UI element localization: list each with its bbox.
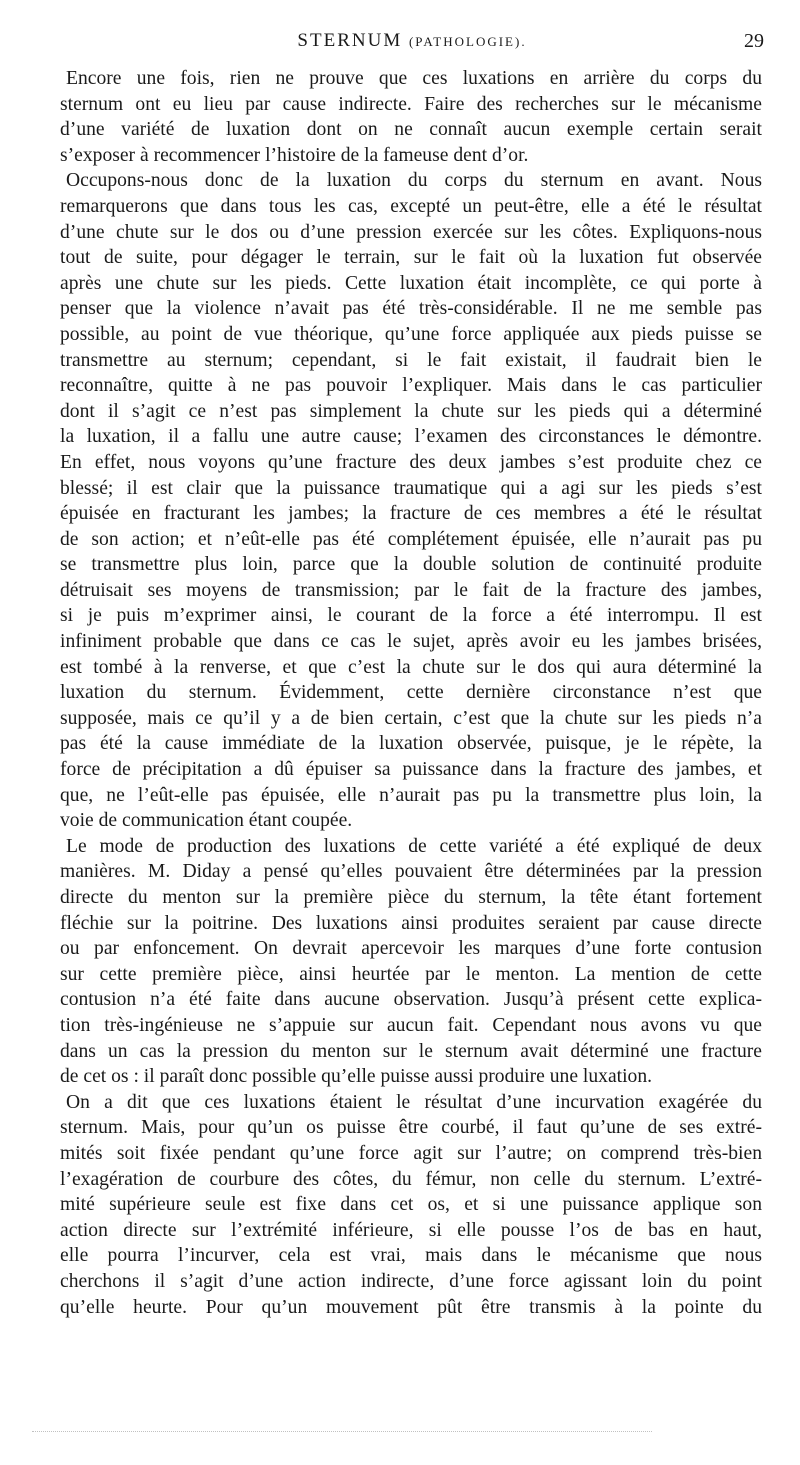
text-line: de son action; et n’eût-elle pas été complétement épuisée, elle n’aurait pas pu: [60, 528, 762, 550]
text-line: transmettre au sternum; cependant, si le fait existait, il faudrait bien le: [60, 349, 762, 371]
text-line: de cet os : il paraît donc possible qu’elle puisse aussi produire une luxation.: [60, 1066, 653, 1088]
running-title: [60, 30, 764, 52]
text-line: se transmettre plus loin, parce que la double solution de continuité produite: [60, 554, 762, 576]
paragraph-2: [60, 168, 762, 833]
text-line: infiniment probable que dans ce cas le sujet, après avoir eu les jambes brisées,: [60, 631, 762, 653]
text-line: blessé; il est clair que la puissance traumatique qui a agi sur les pieds s’est: [60, 477, 762, 499]
text-line: sternum. Mais, pour qu’un os puisse être courbé, il faut qu’une de ses extré-: [60, 1117, 762, 1139]
text-line: après une chute sur les pieds. Cette luxation était incomplète, ce qui porte à: [60, 272, 762, 294]
text-line: épuisée en fracturant les jambes; la fracture de ces membres a été le résultat: [60, 503, 762, 525]
text-line: penser que la violence n’avait pas été très-considérable. Il ne me semble pas: [60, 298, 762, 320]
text-line: force de précipitation a dû épuiser sa puissance dans la fracture des jambes, et: [60, 759, 762, 781]
text-line: Occupons-nous donc de la luxation du corps du sternum en avant. Nous: [66, 170, 762, 192]
text-line: d’une chute sur le dos ou d’une pression exercée sur les côtes. Expliquons-nous: [60, 221, 762, 243]
footer-rule: [32, 1425, 652, 1432]
text-line: pas été la cause immédiate de la luxation observée, puisque, je le répète, la: [60, 733, 762, 755]
text-line: directe du menton sur la première pièce du sternum, la tête étant fortement: [60, 887, 762, 908]
text-line: s’exposer à recommencer l’histoire de la fameuse dent d’or.: [60, 144, 529, 166]
text-line: mités soit fixée pendant qu’une force agit sur l’autre; on comprend très-bien: [60, 1142, 762, 1164]
text-line: supposée, mais ce qu’il y a de bien certain, c’est que la chute sur les pieds n’a: [60, 707, 762, 729]
text-line: d’une variété de luxation dont on ne connaît aucun exemple certain serait: [60, 119, 762, 141]
text-line: sur cette première pièce, ainsi heurtée par le menton. La mention de cette: [60, 963, 762, 985]
text-line: elle pourra l’incurver, cela est vrai, mais dans le mécanisme que nous: [60, 1245, 762, 1267]
text-line: remarquerons que dans tous les cas, excepté un peut-être, elle a été le résultat: [60, 195, 762, 217]
text-line: possible, au point de vue théorique, qu’une force appliquée aux pieds puisse se: [60, 323, 762, 345]
text-line: ou par enfoncement. On devrait apercevoir les marques d’une forte contusion: [60, 938, 762, 960]
text-line: mité supérieure seule est fixe dans cet os, et si une puissance applique son: [60, 1194, 762, 1216]
text-line: On a dit que ces luxations étaient le résultat d’une incurvation exagérée du: [66, 1091, 762, 1113]
running-subtitle: (PATHOLOGIE).: [408, 34, 527, 49]
paragraph-3: [60, 834, 762, 1090]
text-line: luxation du sternum. Évidemment, cette dernière circonstance n’est que: [60, 682, 762, 704]
page-number: 29: [744, 30, 764, 52]
running-title-text: STERNUM: [297, 30, 403, 51]
text-line: la luxation, il a fallu une autre cause; l’examen des circonstances le démontre.: [60, 426, 762, 448]
body-text: [60, 66, 762, 1320]
text-line: fléchie sur la poitrine. Des luxations ainsi produites seraient par cause directe: [60, 912, 762, 934]
text-line: si je puis m’exprimer ainsi, le courant de la force a été interrompu. Il est: [60, 605, 762, 627]
text-line: dont il s’agit ce n’est pas simplement la chute sur les pieds qui a déterminé: [60, 400, 762, 422]
text-line: sternum ont eu lieu par cause indirecte. Faire des recherches sur le mécanisme: [60, 93, 762, 115]
text-line: qu’elle heurte. Pour qu’un mouvement pût être transmis à la pointe du: [60, 1296, 762, 1318]
paragraph-4: [60, 1090, 762, 1320]
text-line: contusion n’a été faite dans aucune observation. Jusqu’à présent cette explica-: [60, 989, 762, 1011]
text-line: tion très-ingénieuse ne s’appuie sur aucun fait. Cependant nous avons vu que: [60, 1014, 762, 1036]
text-line: cherchons il s’agit d’une action indirecte, d’une force agissant loin du point: [60, 1270, 762, 1292]
running-head: [60, 30, 764, 56]
paragraph-1: [60, 66, 762, 168]
text-line: que, ne l’eût-elle pas épuisée, elle n’aurait pas pu la transmettre plus loin, la: [60, 784, 762, 806]
text-line: action directe sur l’extrémité inférieure, si elle pousse l’os de bas en haut,: [60, 1219, 762, 1241]
text-line: l’exagération de courbure des côtes, du fémur, non celle du sternum. L’extré-: [60, 1168, 762, 1190]
text-line: tout de suite, pour dégager le terrain, sur le fait où la luxation fut observée: [60, 247, 762, 269]
text-line: est tombé à la renverse, et que c’est la chute sur le dos qui aura déterminé la: [60, 656, 762, 678]
text-line: manières. M. Diday a pensé qu’elles pouvaient être déterminées par la pression: [60, 861, 762, 883]
text-line: Le mode de production des luxations de cette variété a été expliqué de deux: [66, 835, 762, 857]
text-line: En effet, nous voyons qu’une fracture des deux jambes s’est produite chez ce: [60, 451, 762, 473]
text-line: détruisait ses moyens de transmission; par le fait de la fracture des jambes,: [60, 579, 762, 601]
text-line: Encore une fois, rien ne prouve que ces luxations en arrière du corps du: [66, 68, 762, 89]
text-line: reconnaître, quitte à ne pas pouvoir l’expliquer. Mais dans le cas particulier: [60, 375, 762, 397]
text-line: voie de communication étant coupée.: [60, 810, 353, 832]
text-line: dans un cas la pression du menton sur le sternum avait déterminé une fracture: [60, 1040, 762, 1062]
